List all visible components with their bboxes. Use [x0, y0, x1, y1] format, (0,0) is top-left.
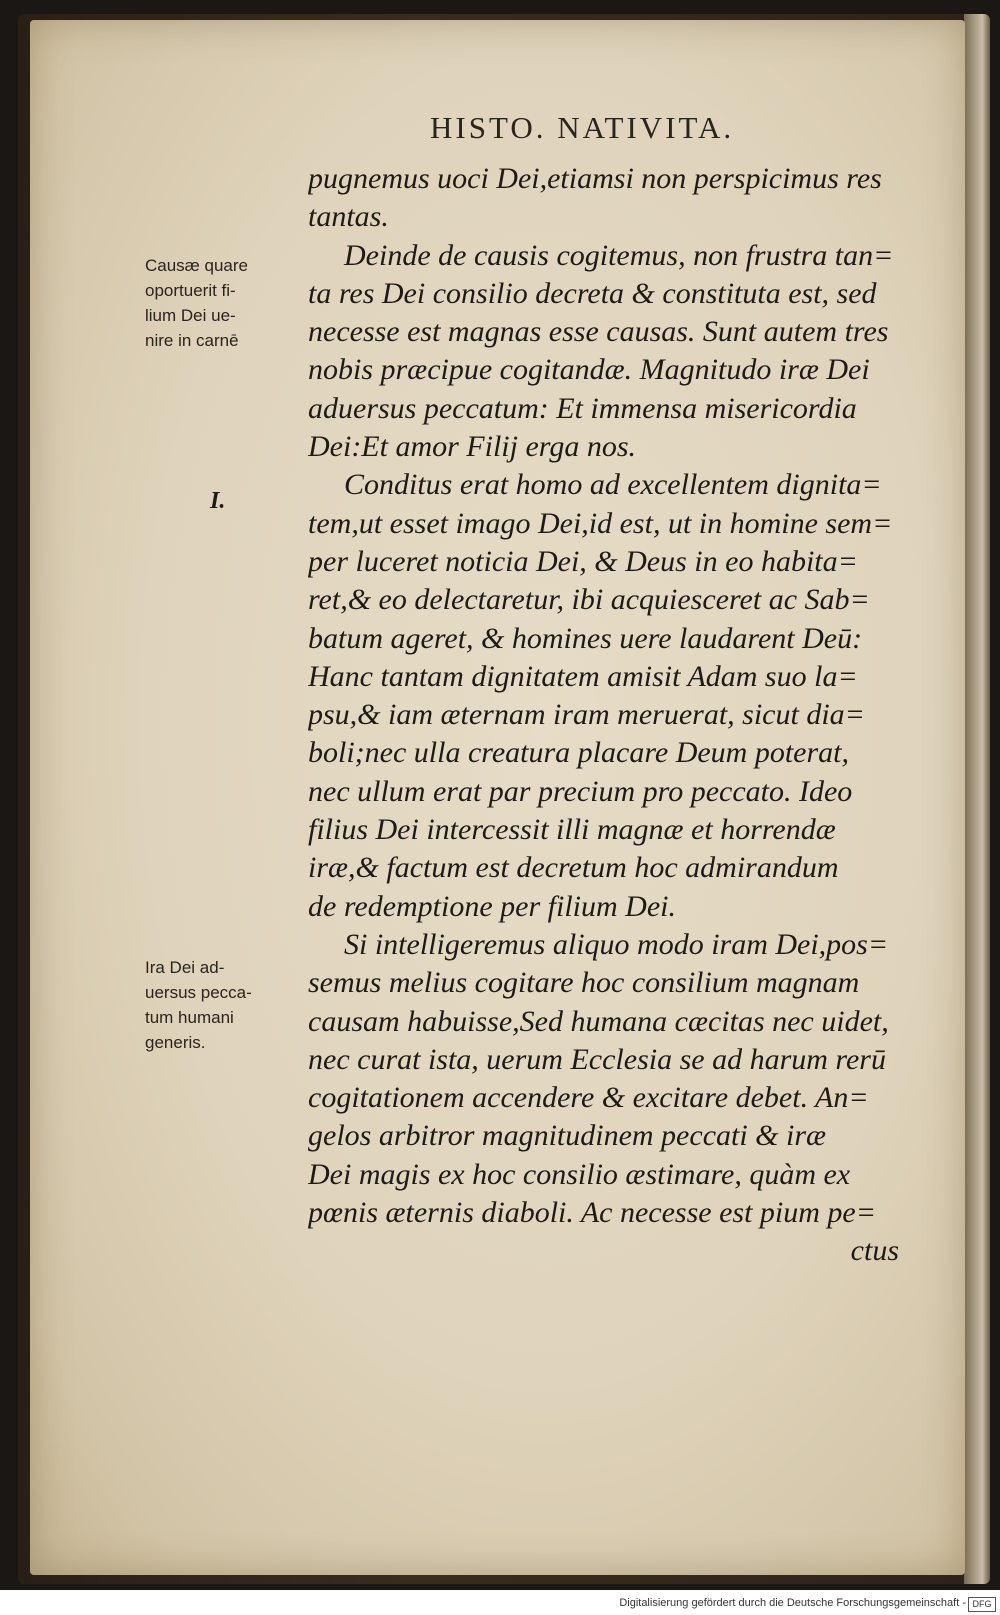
text-line: Hanc tantam dignitatem amisit Adam suo la=	[308, 659, 858, 693]
marginal-number: I.	[210, 488, 226, 514]
text-line: aduersus peccatum: Et immensa misericordia	[308, 391, 857, 425]
running-head: HISTO. NATIVITA.	[430, 110, 735, 145]
text-line: tem,ut esset imago Dei,id est, ut in homine sem=	[308, 506, 893, 540]
marginal-line: lium Dei ue-	[145, 306, 236, 325]
text-line: ret,& eo delectaretur, ibi acquiesceret ac Sab=	[308, 583, 870, 617]
text-line: gelos arbitror magnitudinem peccati & iræ	[308, 1119, 827, 1153]
text-line: nobis præcipue cogitandæ. Magnitudo iræ Dei	[308, 353, 870, 387]
marginal-note-ira	[145, 955, 300, 1055]
marginal-line: Ira Dei ad-	[145, 958, 225, 977]
text-line: ta res Dei consilio decreta & constituta est, sed	[308, 276, 877, 310]
text-line: psu,& iam æternam iram meruerat, sicut dia=	[308, 698, 865, 732]
marginal-line: uersus pecca-	[145, 983, 252, 1002]
text-line: pœnis æternis diaboli. Ac necesse est pium pe=	[308, 1196, 876, 1230]
marginal-line: tum humani	[145, 1008, 234, 1027]
text-line: per luceret noticia Dei, & Deus in eo habita=	[308, 544, 858, 578]
text-line: filius Dei intercessit illi magnæ et horrendæ	[308, 813, 836, 847]
text-line: Si intelligeremus aliquo modo iram Dei,pos=	[344, 927, 889, 961]
marginal-note-causae	[145, 253, 300, 353]
marginal-line: nire in carnē	[145, 331, 239, 350]
footer-bar	[0, 1596, 1000, 1615]
text-line: Conditus erat homo ad excellentem dignita=	[344, 468, 882, 502]
text-line: semus melius cogitare hoc consilium magnam	[308, 966, 860, 1000]
body-text	[308, 160, 913, 1271]
text-line: causam habuisse,Sed humana cæcitas nec uidet,	[308, 1004, 889, 1038]
text-line: tantas.	[308, 200, 389, 234]
dfg-logo: DFG	[968, 1597, 996, 1612]
catchword: ctus	[850, 1234, 899, 1268]
text-line: Deinde de causis cogitemus, non frustra tan=	[344, 238, 894, 272]
text-line: pugnemus uoci Dei,etiamsi non perspicimus res	[308, 162, 882, 195]
marginal-line: Causæ quare	[145, 256, 249, 275]
text-line: batum ageret, & homines uere laudarent Deū:	[308, 621, 863, 655]
text-line: Dei:Et amor Filij erga nos.	[308, 430, 637, 464]
marginal-line: oportuerit fi-	[145, 281, 236, 300]
funding-credit: Digitalisierung gefördert durch die Deutsche Forschungsgemeinschaft -	[619, 1597, 966, 1609]
text-line: iræ,& factum est decretum hoc admirandum	[308, 851, 839, 885]
page-edges	[964, 14, 990, 1584]
text-line: cogitationem accendere & excitare debet. An=	[308, 1081, 869, 1115]
marginal-line: generis.	[145, 1033, 206, 1052]
text-line: necesse est magnas esse causas. Sunt autem tres	[308, 315, 889, 349]
text-line: de redemptione per filium Dei.	[308, 889, 676, 923]
text-line: nec curat ista, uerum Ecclesia se ad harum rerū	[308, 1042, 886, 1076]
text-line: Dei magis ex hoc consilio æstimare, quàm ex	[308, 1157, 851, 1191]
text-line: nec ullum erat par precium pro peccato. Ideo	[308, 774, 853, 808]
text-line: boli;nec ulla creatura placare Deum poterat,	[308, 736, 849, 770]
